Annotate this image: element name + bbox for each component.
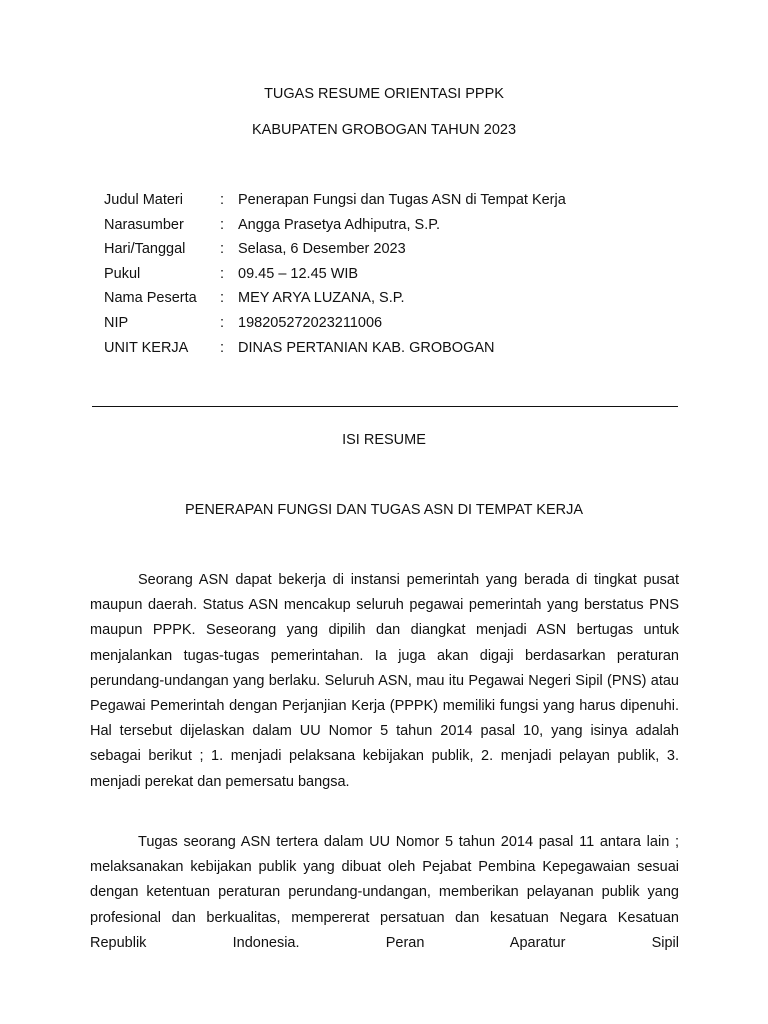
meta-separator: :	[220, 265, 225, 282]
meta-label: Judul Materi	[104, 192, 183, 208]
section-label: ISI RESUME	[342, 432, 426, 448]
meta-row-nip	[104, 311, 566, 336]
document-title: TUGAS RESUME ORIENTASI PPPK	[264, 86, 504, 102]
meta-separator: :	[220, 216, 225, 233]
meta-label: NIP	[104, 314, 129, 331]
meta-row-judul-materi	[104, 188, 566, 213]
meta-separator: :	[220, 290, 225, 307]
meta-value: DINAS PERTANIAN KAB. GROBOGAN	[238, 339, 495, 356]
meta-separator: :	[220, 339, 225, 356]
meta-separator: :	[220, 241, 225, 258]
meta-row-hari-tanggal	[104, 237, 566, 262]
meta-value: Penerapan Fungsi dan Tugas ASN di Tempat Kerja	[238, 192, 566, 208]
meta-value: Angga Prasetya Adhiputra, S.P.	[238, 216, 441, 233]
body-paragraph-1	[90, 568, 679, 795]
section-heading: PENERAPAN FUNGSI DAN TUGAS ASN DI TEMPAT KERJA	[184, 502, 584, 518]
meta-row-nama-peserta	[104, 286, 566, 311]
paragraph-text: Seorang ASN dapat bekerja di instansi pemerintah yang berada di tingkat pusat maupun daerah. Status ASN mencakup seluruh pegawai pemerintah yang berstatus PNS maupun PPPK. Seseorang yang dipilih dan diangkat menjadi ASN bertugas untuk menjalankan tugas-tugas pemerintahan. Ia juga akan digaji berdasarkan peraturan perundang-undangan yang berlaku. Seluruh ASN, mau itu Pegawai Negeri Sipil (PNS) atau Pegawai Pemerintah dengan Perjanjian Kerja (PPPK) memiliki fungsi yang harus dipenuhi. Hal tersebut dijelaskan dalam UU Nomor 5 tahun 2014 pasal 10, yang isinya adalah sebagai berikut ; 1. menjadi pelaksana kebijakan publik, 2. menjadi pelayan publik, 3. menjadi perekat dan pemersatu bangsa.	[90, 572, 679, 790]
meta-row-pukul	[104, 262, 566, 287]
meta-value: 198205272023211006	[238, 314, 383, 331]
metadata-table	[104, 188, 566, 360]
meta-separator: :	[220, 314, 225, 331]
meta-label: Pukul	[104, 265, 141, 282]
meta-row-unit-kerja	[104, 336, 566, 361]
meta-label: Hari/Tanggal	[104, 241, 186, 258]
horizontal-divider	[92, 406, 678, 407]
meta-row-narasumber	[104, 213, 566, 238]
body-paragraph-2	[90, 830, 679, 956]
meta-separator: :	[220, 192, 225, 208]
meta-label: UNIT KERJA	[104, 339, 189, 356]
document-subtitle: KABUPATEN GROBOGAN TAHUN 2023	[251, 122, 517, 138]
meta-label: Narasumber	[104, 216, 184, 233]
meta-value: 09.45 – 12.45 WIB	[238, 265, 359, 282]
meta-value: MEY ARYA LUZANA, S.P.	[238, 290, 405, 307]
meta-value: Selasa, 6 Desember 2023	[238, 241, 406, 258]
paragraph-text: Tugas seorang ASN tertera dalam UU Nomor 5 tahun 2014 pasal 11 antara lain ; melaksanakan kebijakan publik yang dibuat oleh Pejabat Pembina Kepegawaian sesuai dengan ketentuan peraturan perundang-undangan, memberikan pelayanan publik yang profesional dan berkualitas, mempererat persatuan dan kesatuan Negara Kesatuan Republik Indonesia. Peran Aparatur Sipil	[90, 834, 679, 951]
meta-label: Nama Peserta	[104, 290, 197, 307]
